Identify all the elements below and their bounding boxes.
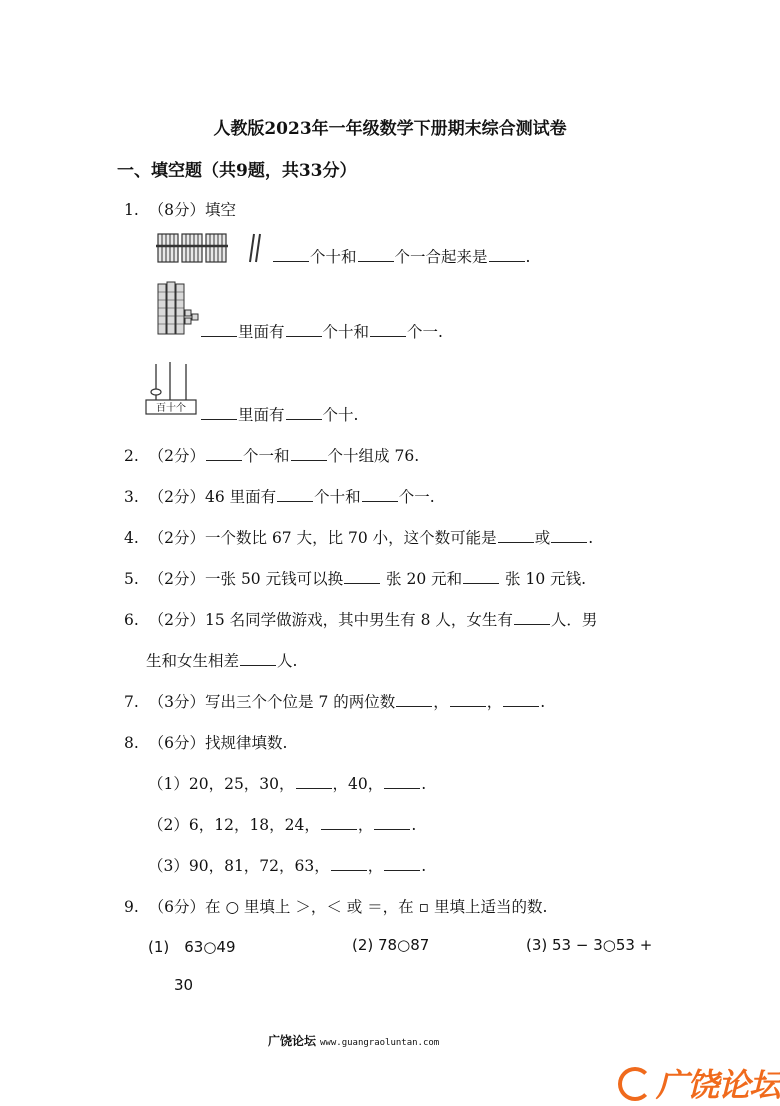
answer-blank[interactable] bbox=[370, 322, 406, 337]
question-8-row-1: （1）20，25，30， ，40， . bbox=[148, 775, 427, 793]
answer-blank[interactable] bbox=[374, 815, 410, 830]
question-1a: 个十和 个一合起来是 . bbox=[272, 245, 530, 267]
cube-rods-image bbox=[154, 280, 206, 340]
answer-blank[interactable] bbox=[240, 651, 276, 666]
question-text: （8分）填空 bbox=[148, 201, 237, 219]
answer-blank[interactable] bbox=[358, 247, 394, 262]
answer-blank[interactable] bbox=[450, 692, 486, 707]
answer-blank[interactable] bbox=[489, 247, 525, 262]
logo-g-icon bbox=[618, 1067, 652, 1101]
answer-blank[interactable] bbox=[291, 446, 327, 461]
answer-blank[interactable] bbox=[498, 528, 534, 543]
question-8: 8. （6分）找规律填数. bbox=[124, 734, 288, 752]
section-heading: 一、填空题（共9题，共33分） bbox=[117, 161, 357, 181]
answer-blank[interactable] bbox=[384, 774, 420, 789]
answer-blank[interactable] bbox=[396, 692, 432, 707]
answer-blank[interactable] bbox=[201, 322, 237, 337]
question-5: 5. （2分）一张 50 元钱可以换 张 20 元和 张 10 元钱. bbox=[124, 570, 587, 588]
question-2: 2. （2分） 个一和 个十组成 76. bbox=[124, 447, 420, 465]
question-9-part-3-continued: 30 bbox=[174, 976, 194, 994]
watermark-logo bbox=[618, 1060, 780, 1106]
document-title: 人教版2023年一年级数学下册期末综合测试卷 bbox=[213, 119, 567, 139]
answer-blank[interactable] bbox=[503, 692, 539, 707]
question-3: 3. （2分）46 里面有 个十和 个一. bbox=[124, 488, 435, 506]
question-9-part-3: (3) 53 − 3○53 + bbox=[526, 936, 653, 954]
answer-blank[interactable] bbox=[201, 405, 237, 420]
question-1c: 里面有 个十. bbox=[200, 403, 358, 425]
answer-blank[interactable] bbox=[296, 774, 332, 789]
question-6-continued: 生和女生相差 人. bbox=[146, 652, 298, 670]
answer-blank[interactable] bbox=[277, 487, 313, 502]
question-4: 4. （2分）一个数比 67 大，比 70 小，这个数可能是 或 . bbox=[124, 529, 594, 547]
question-1 bbox=[124, 198, 236, 220]
question-8-row-3: （3）90，81，72，63， ， . bbox=[148, 857, 427, 875]
answer-blank[interactable] bbox=[331, 856, 367, 871]
answer-blank[interactable] bbox=[344, 569, 380, 584]
answer-blank[interactable] bbox=[551, 528, 587, 543]
question-9: 9. （6分）在 ○ 里填上 ＞，＜ 或 ＝，在 ▫ 里填上适当的数. bbox=[124, 898, 548, 916]
answer-blank[interactable] bbox=[362, 487, 398, 502]
abacus-label: 百十个 bbox=[156, 403, 186, 414]
answer-blank[interactable] bbox=[206, 446, 242, 461]
bundled-sticks-image bbox=[156, 228, 272, 266]
footer-site-name: 广饶论坛 bbox=[268, 1034, 317, 1048]
footer bbox=[268, 1032, 439, 1049]
answer-blank[interactable] bbox=[273, 247, 309, 262]
abacus-image bbox=[144, 358, 200, 418]
question-6: 6. （2分）15 名同学做游戏，其中男生有 8 人，女生有 人．男 bbox=[124, 611, 598, 629]
footer-url[interactable]: www.guangraoluntan.com bbox=[320, 1038, 440, 1048]
question-8-row-2: （2）6，12，18，24， ， . bbox=[148, 816, 417, 834]
question-number: 1. bbox=[124, 201, 139, 219]
question-7: 7. （3分）写出三个个位是 7 的两位数 ， ， . bbox=[124, 693, 546, 711]
answer-blank[interactable] bbox=[286, 405, 322, 420]
answer-blank[interactable] bbox=[384, 856, 420, 871]
question-1b: 里面有 个十和 个一. bbox=[200, 320, 443, 342]
logo-text: 广饶论坛 bbox=[656, 1066, 780, 1104]
question-9-part-1: (1) 63○49 bbox=[148, 938, 236, 956]
answer-blank[interactable] bbox=[321, 815, 357, 830]
answer-blank[interactable] bbox=[514, 610, 550, 625]
answer-blank[interactable] bbox=[286, 322, 322, 337]
answer-blank[interactable] bbox=[463, 569, 499, 584]
question-9-part-2: (2) 78○87 bbox=[352, 936, 430, 954]
